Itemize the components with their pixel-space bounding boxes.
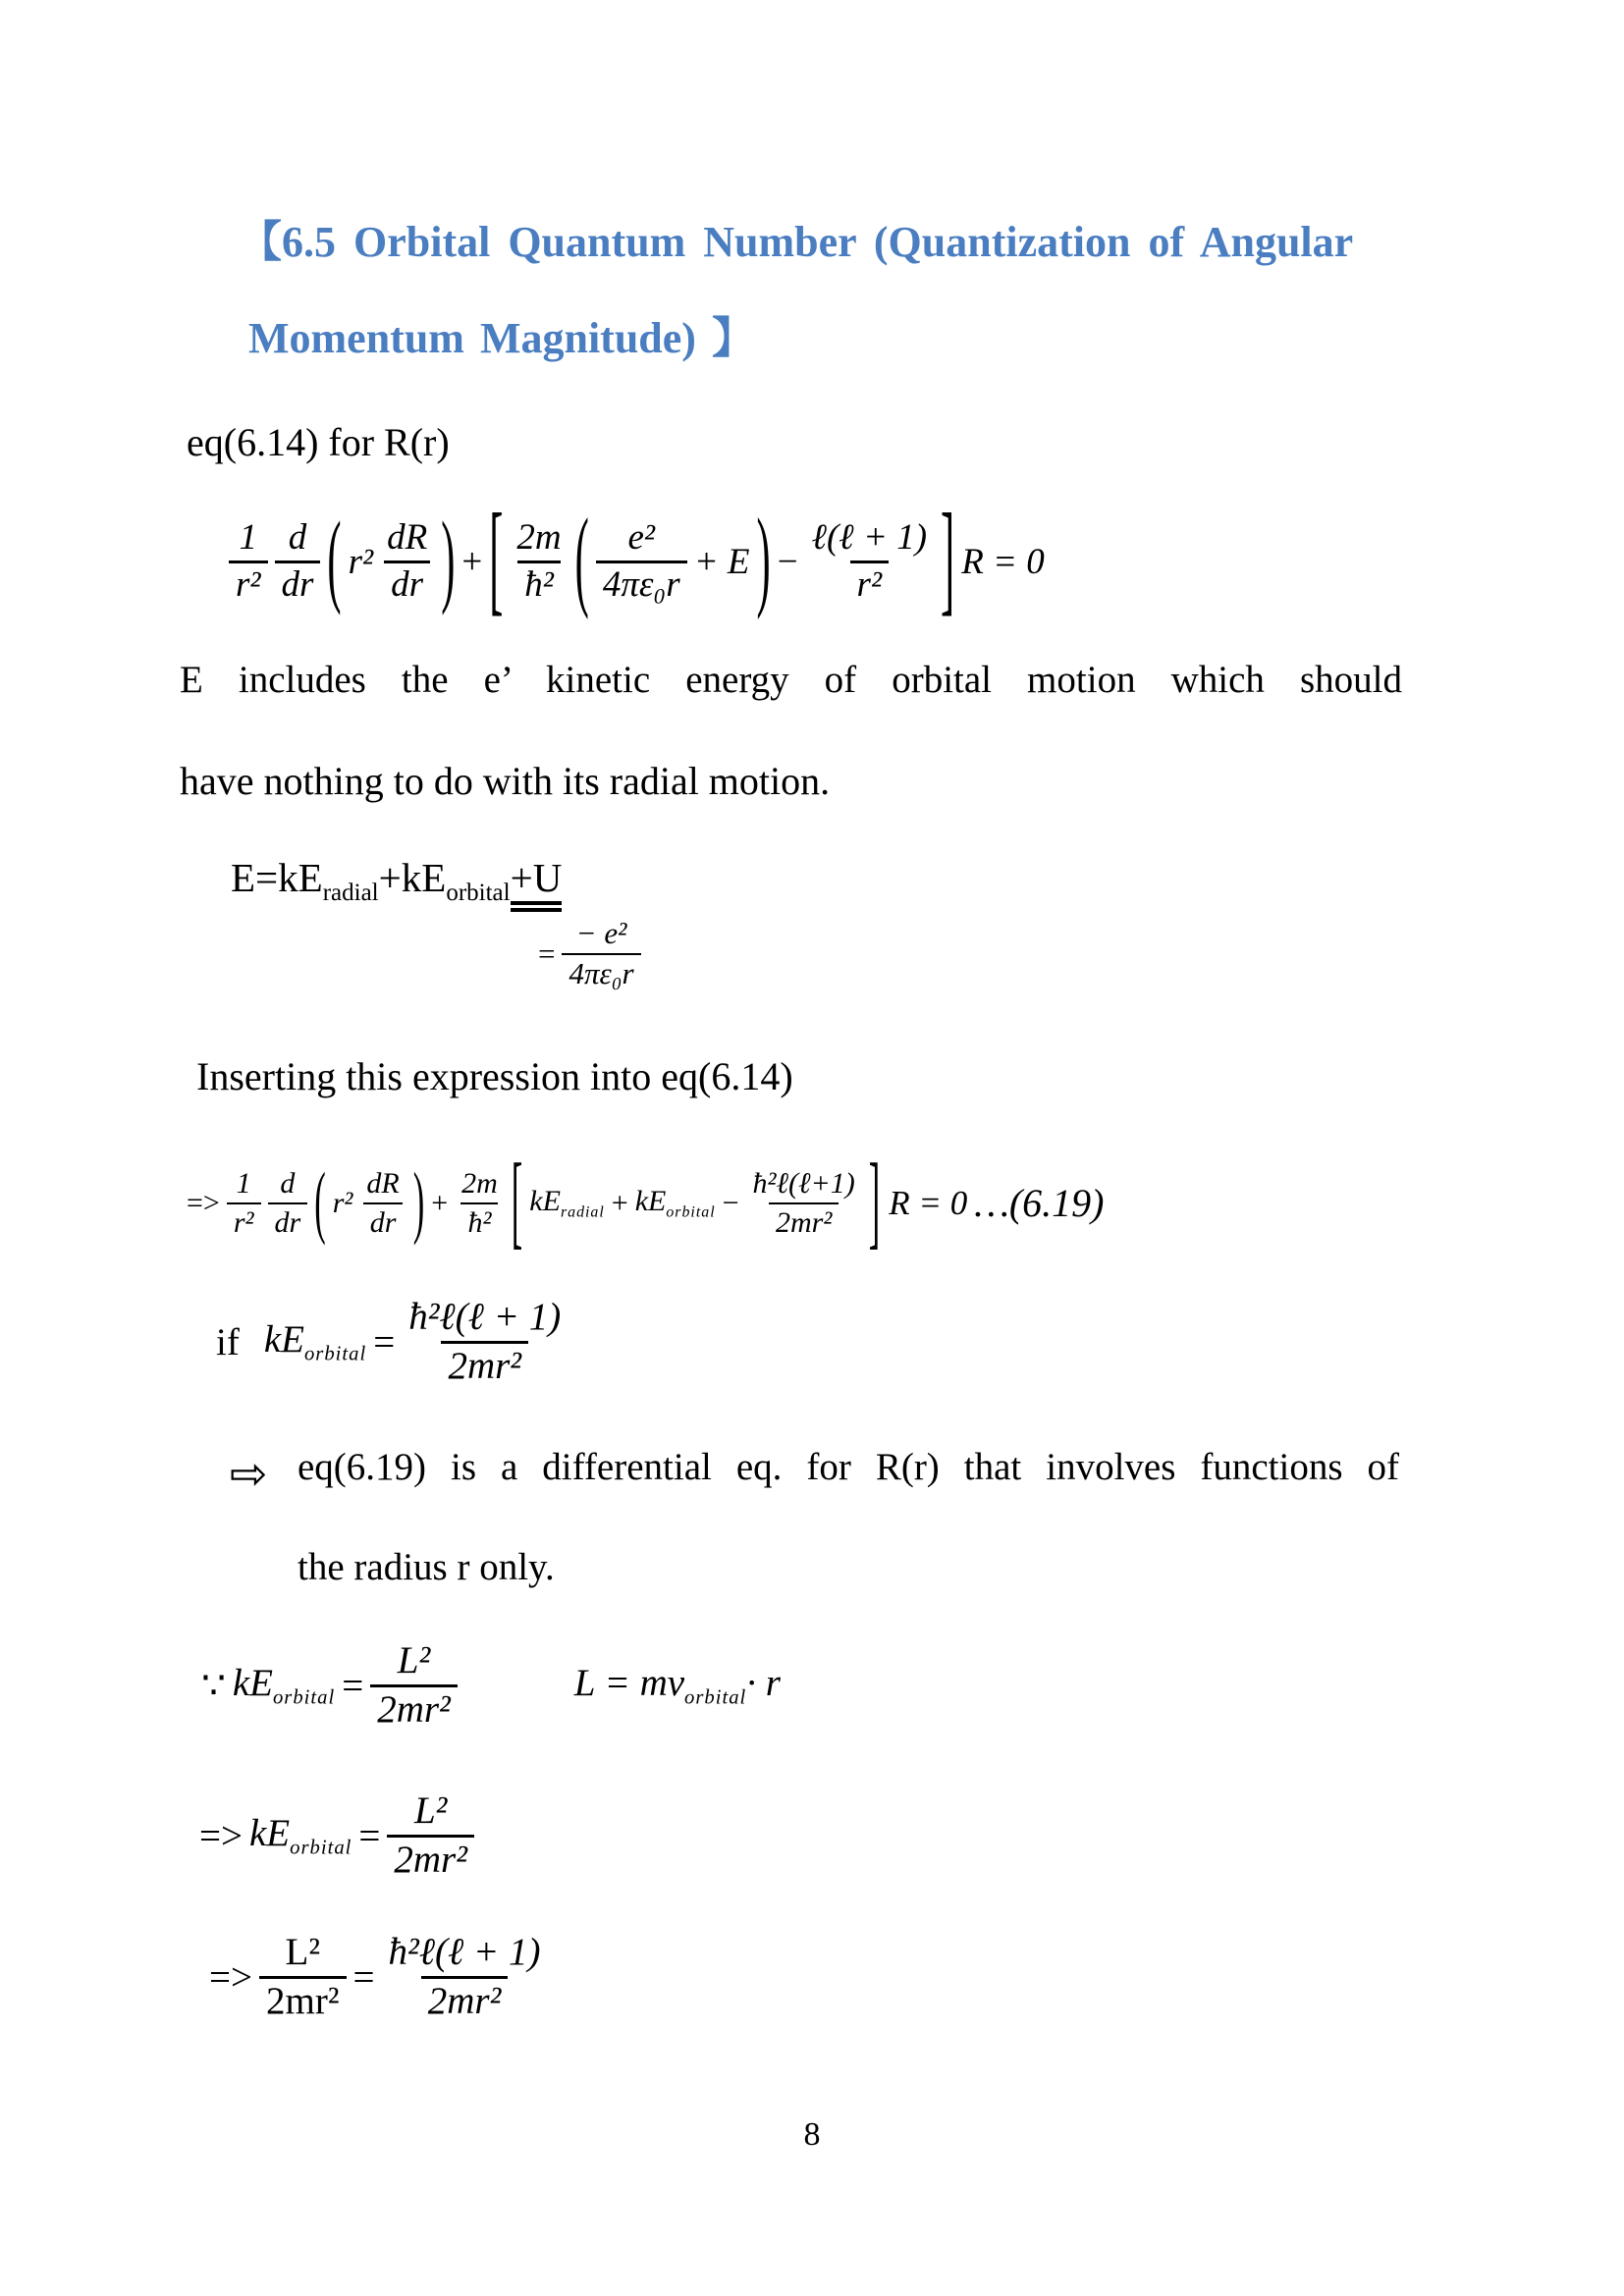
implies-arrow: =>: [209, 1955, 252, 1999]
fraction-hbar-ll1: [746, 1168, 862, 1238]
fraction-numerator: L²: [285, 1930, 321, 1973]
subscript-orbital: orbital: [684, 1686, 747, 1709]
equation-6-14: [229, 491, 1045, 633]
implies-arrow: =>: [199, 1814, 243, 1857]
fraction-1-over-r2: [229, 519, 268, 605]
left-bracket: [: [489, 490, 504, 629]
fraction-L2-2mr2: [370, 1638, 458, 1731]
fraction-denominator: 4πε₀r: [596, 561, 687, 605]
fraction-denominator: r²: [227, 1202, 261, 1239]
fraction-denominator: 2mr²: [421, 1976, 509, 2022]
equation-label: …(6.19): [974, 1181, 1105, 1225]
fraction-d-dr: [268, 1168, 308, 1238]
plus-operator: +: [431, 1186, 449, 1219]
because-symbol: ∵: [201, 1664, 226, 1707]
intro-line: eq(6.14) for R(r): [187, 420, 450, 464]
left-paren: (: [314, 1157, 326, 1248]
fraction-1-over-r2: [227, 1168, 261, 1238]
potential-energy-equation: [538, 907, 641, 1001]
equation-6-19: [187, 1142, 1104, 1264]
fraction-numerator: d: [288, 517, 307, 559]
fraction-denominator: r²: [850, 561, 890, 605]
fraction-dR-dr: [380, 519, 434, 605]
fraction-denominator: 2mr²: [441, 1341, 528, 1387]
subscript-orbital: orbital: [666, 1203, 716, 1221]
subscript-radial: radial: [322, 880, 379, 906]
fraction-denominator: 2mr²: [259, 1976, 347, 2022]
fraction-denominator: dr: [363, 1202, 404, 1239]
angular-momentum-definition: [574, 1661, 781, 1710]
inserting-line: Inserting this expression into eq(6.14): [196, 1054, 793, 1098]
fraction-denominator: dr: [275, 561, 321, 605]
equals-sign: =: [352, 1955, 375, 1999]
bullet-line: eq(6.19) is a differential eq. for R(r) that involves functions of: [298, 1446, 1399, 1488]
energy-decomposition-line: [231, 854, 562, 907]
paragraph-line: E includes the e’ kinetic energy of orbital motion which should: [180, 659, 1402, 701]
fraction-potential: [562, 918, 640, 989]
left-paren: (: [574, 497, 589, 622]
subscript-orbital: orbital: [290, 1837, 352, 1859]
energy-head: E=kE: [231, 855, 323, 900]
fraction-numerator: ħ²ℓ(ℓ + 1): [388, 1930, 541, 1973]
plus-operator: +: [461, 542, 483, 582]
equals-sign: =: [538, 936, 556, 971]
section-title-line1: 【6.5 Orbital Quantum Number (Quantization of Angular: [239, 218, 1354, 266]
subscript-orbital: orbital: [446, 880, 511, 906]
rightwards-white-arrow-icon: ⇨: [230, 1447, 268, 1500]
fraction-denominator: 2mr²: [387, 1835, 474, 1881]
because-equation: [201, 1629, 781, 1741]
right-bracket: ]: [941, 490, 955, 629]
energy-mid: +kE: [378, 855, 447, 900]
fraction-denominator: dr: [384, 561, 430, 605]
kE-orbital-term: [264, 1317, 366, 1366]
plus-U-double-underlined: +U: [511, 855, 563, 912]
kE-symbol: kE: [529, 1184, 561, 1217]
right-paren: ): [756, 497, 771, 622]
fraction-hbar-ll1: [382, 1930, 548, 2022]
kE-symbol: kE: [232, 1662, 273, 1705]
fraction-denominator: ħ²: [517, 561, 561, 605]
fraction-numerator: 2m: [461, 1167, 498, 1200]
left-bracket: [: [511, 1144, 523, 1260]
fraction-numerator: L²: [413, 1789, 448, 1832]
equals-sign: =: [373, 1320, 396, 1363]
dot-r-term: · r: [746, 1662, 781, 1705]
fraction-ll1-over-r2: [805, 519, 934, 605]
implies-arrow: =>: [187, 1186, 220, 1219]
kE-symbol: kE: [263, 1318, 304, 1362]
fraction-L2-2mr2: [387, 1791, 474, 1881]
kE-orbital-term: [635, 1185, 716, 1222]
kE-orbital-term: [249, 1811, 352, 1860]
plus-operator: +: [611, 1186, 628, 1219]
fraction-denominator: 2mr²: [769, 1202, 839, 1239]
fraction-numerator: 1: [236, 1167, 251, 1200]
fraction-d-dr: [275, 519, 321, 605]
subscript-radial: radial: [560, 1203, 605, 1221]
fraction-denominator: 4πε₀r: [562, 953, 640, 990]
bullet-line: the radius r only.: [298, 1546, 555, 1588]
minus-operator: −: [777, 542, 798, 582]
equation-tail: R = 0: [889, 1183, 968, 1222]
fraction-numerator: dR: [366, 1167, 400, 1200]
fraction-numerator: dR: [387, 517, 428, 559]
kE-orbital-term: [233, 1661, 335, 1710]
kE-symbol: kE: [249, 1812, 291, 1855]
paragraph-line: have nothing to do with its radial motion.: [180, 759, 831, 803]
fraction-2m-hbar2: [510, 519, 568, 605]
r-squared-term: r²: [348, 542, 374, 582]
minus-operator: −: [722, 1186, 739, 1219]
fraction-denominator: dr: [268, 1202, 308, 1239]
final-equation: [209, 1918, 548, 2036]
kE-radial-term: [529, 1185, 605, 1222]
r-squared-term: r²: [332, 1186, 353, 1219]
fraction-L2-2mr2: [259, 1930, 347, 2022]
fraction-numerator: d: [280, 1167, 296, 1200]
fraction-hbar-ll1: [402, 1295, 568, 1387]
right-paren: ): [412, 1157, 425, 1248]
fraction-numerator: ℓ(ℓ + 1): [811, 517, 928, 559]
fraction-numerator: ħ²ℓ(ℓ+1): [752, 1167, 855, 1200]
page-number: 8: [803, 2116, 821, 2153]
plus-E-term: + E: [693, 542, 750, 582]
fraction-denominator: r²: [229, 561, 268, 605]
fraction-2m-hbar2: [455, 1168, 505, 1238]
equation-tail: R = 0: [961, 542, 1045, 582]
fraction-denominator: ħ²: [460, 1202, 498, 1239]
fraction-denominator: 2mr²: [370, 1684, 458, 1731]
then-equation: [199, 1780, 474, 1892]
fraction-numerator: ħ²ℓ(ℓ + 1): [408, 1295, 562, 1338]
fraction-numerator: 2m: [516, 517, 562, 559]
section-title-line2: Momentum Magnitude) 】: [248, 314, 755, 362]
fraction-numerator: − e²: [575, 916, 627, 951]
if-condition-equation: [216, 1279, 568, 1405]
fraction-numerator: L²: [397, 1638, 431, 1682]
right-bracket: ]: [868, 1144, 881, 1260]
fraction-dR-dr: [359, 1168, 406, 1238]
fraction-numerator: 1: [239, 517, 257, 559]
equals-sign: =: [358, 1814, 381, 1857]
kE-symbol: kE: [634, 1184, 667, 1217]
left-paren: (: [327, 502, 342, 618]
fraction-coulomb: [596, 519, 687, 605]
L-equals-mv: L = mv: [573, 1662, 685, 1705]
fraction-numerator: e²: [627, 517, 656, 559]
subscript-orbital: orbital: [272, 1686, 336, 1709]
right-paren: ): [441, 502, 456, 618]
subscript-orbital: orbital: [303, 1343, 367, 1365]
equals-sign: =: [342, 1664, 364, 1707]
if-word: if: [216, 1320, 240, 1363]
